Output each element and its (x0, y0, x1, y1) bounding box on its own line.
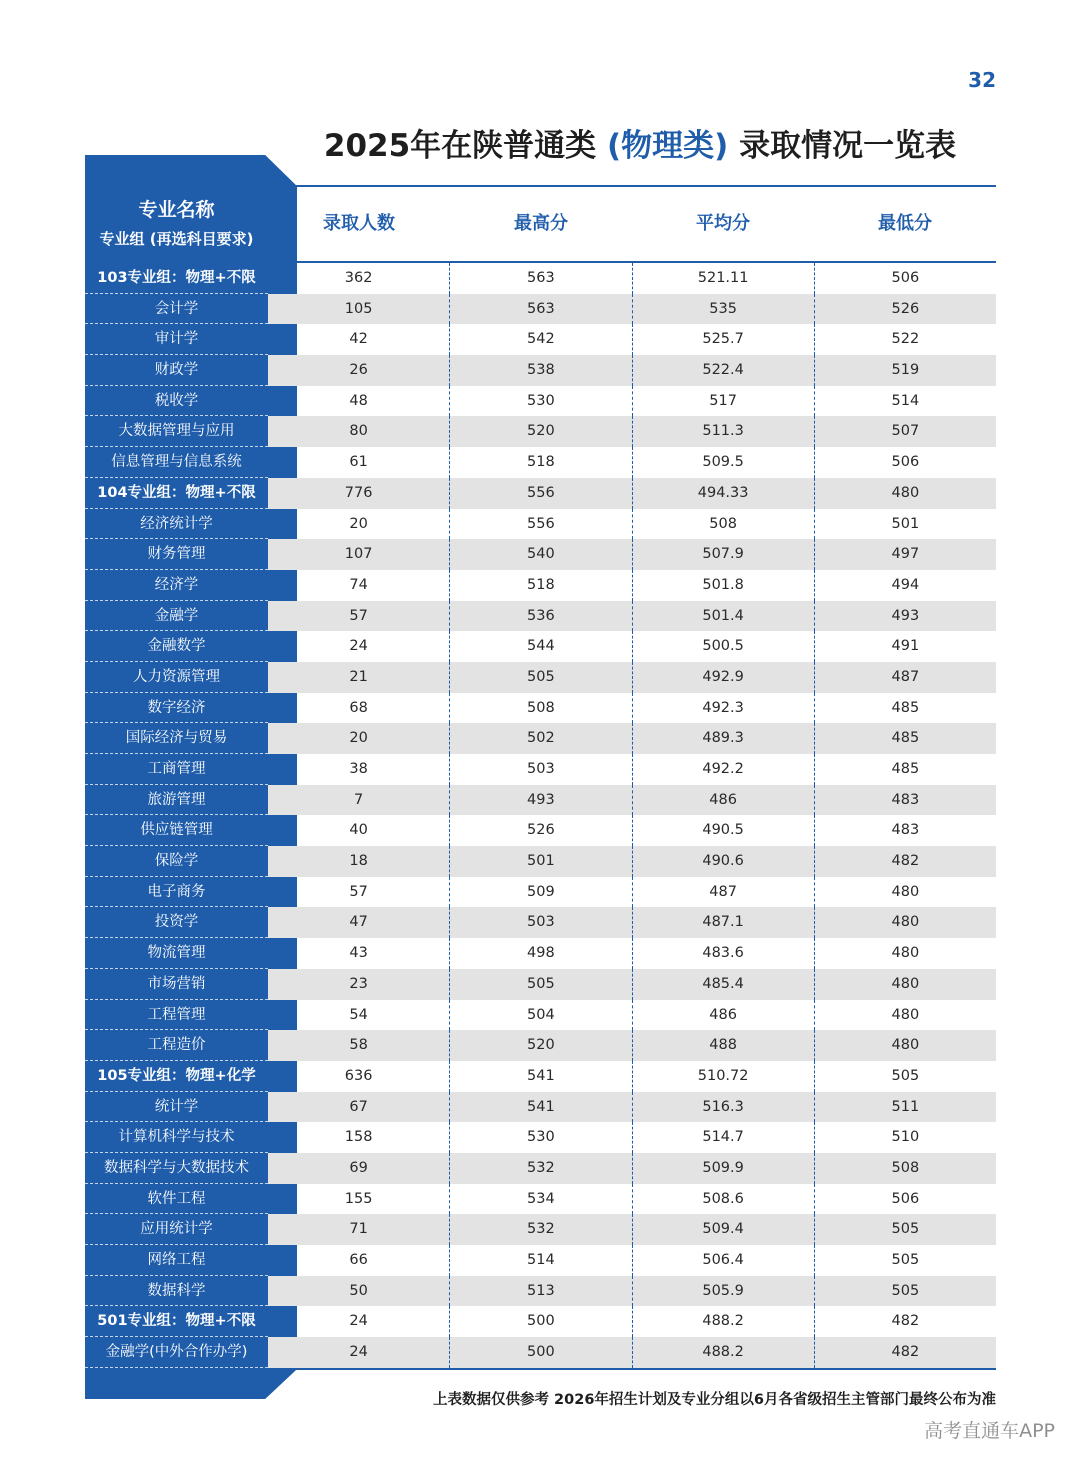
row-values (268, 294, 996, 325)
max-score-cell: 563 (450, 294, 632, 325)
row-values (268, 539, 996, 570)
group-row (85, 1306, 996, 1337)
major-name: 应用统计学 (85, 1214, 268, 1245)
admitted-count-cell: 26 (268, 355, 450, 386)
table-row (85, 938, 996, 969)
max-score-cell: 526 (450, 815, 632, 846)
admitted-count-cell: 42 (268, 324, 450, 355)
max-score-cell: 509 (450, 877, 632, 908)
avg-score-cell: 500.5 (633, 631, 815, 662)
avg-score-cell: 521.11 (633, 263, 815, 294)
avg-score-cell: 488.2 (633, 1306, 815, 1337)
max-score-cell: 518 (450, 447, 632, 478)
min-score-cell: 483 (891, 791, 920, 808)
max-score-cell: 536 (450, 601, 632, 632)
table-header (268, 187, 996, 261)
admitted-count-cell: 61 (268, 447, 450, 478)
max-score-cell: 544 (450, 631, 632, 662)
max-score-cell: 541 (450, 1061, 632, 1092)
table-row (85, 1153, 996, 1184)
admitted-count-cell: 50 (268, 1276, 450, 1307)
avg-score-cell: 508 (633, 509, 815, 540)
row-values (268, 907, 996, 938)
avg-score-cell: 516.3 (633, 1092, 815, 1123)
admitted-count-cell: 66 (268, 1245, 450, 1276)
min-score-cell: 497 (891, 546, 920, 563)
admitted-count-cell: 7 (268, 785, 450, 816)
min-score-cell: 480 (891, 1006, 920, 1023)
table-row (85, 294, 996, 325)
min-score-cell: 480 (891, 1037, 920, 1054)
max-score-cell: 505 (450, 969, 632, 1000)
major-name: 经济统计学 (85, 509, 268, 540)
major-name: 数字经济 (85, 693, 268, 724)
max-score-cell: 538 (450, 355, 632, 386)
min-score-cell: 482 (891, 1344, 920, 1361)
row-values (268, 785, 996, 816)
major-name: 物流管理 (85, 938, 268, 969)
avg-score-cell: 508.6 (633, 1184, 815, 1215)
avg-score-cell: 510.72 (633, 1061, 815, 1092)
min-score-cell: 487 (891, 668, 920, 685)
header-avg-score: 平均分 (696, 213, 750, 234)
admitted-count-cell: 69 (268, 1153, 450, 1184)
table-row (85, 846, 996, 877)
header-admitted: 录取人数 (323, 213, 395, 234)
admission-table (85, 263, 996, 1368)
admitted-count-cell: 107 (268, 539, 450, 570)
row-values (268, 723, 996, 754)
major-name: 经济学 (85, 570, 268, 601)
avg-score-cell: 494.33 (633, 478, 815, 509)
major-name: 供应链管理 (85, 815, 268, 846)
admitted-count-cell: 18 (268, 846, 450, 877)
footnote: 上表数据仅供参考 2026年招生计划及专业分组以6月各省级招生主管部门最终公布为准 (433, 1392, 996, 1408)
table-row (85, 1122, 996, 1153)
max-score-cell: 498 (450, 938, 632, 969)
max-score-cell: 502 (450, 723, 632, 754)
avg-score-cell: 501.8 (633, 570, 815, 601)
max-score-cell: 540 (450, 539, 632, 570)
row-values (268, 1184, 996, 1215)
table-row (85, 1245, 996, 1276)
table-row (85, 355, 996, 386)
max-score-cell: 556 (450, 478, 632, 509)
min-score-cell: 508 (891, 1159, 920, 1176)
row-values (268, 1122, 996, 1153)
avg-score-cell: 488.2 (633, 1337, 815, 1368)
row-values (268, 601, 996, 632)
avg-score-cell: 487.1 (633, 907, 815, 938)
max-score-cell: 505 (450, 662, 632, 693)
avg-score-cell: 509.4 (633, 1214, 815, 1245)
table-row (85, 386, 996, 417)
max-score-cell: 563 (450, 263, 632, 294)
avg-score-cell: 505.9 (633, 1276, 815, 1307)
major-name: 财务管理 (85, 539, 268, 570)
max-score-cell: 493 (450, 785, 632, 816)
table-row (85, 570, 996, 601)
table-row (85, 1214, 996, 1245)
table-row (85, 815, 996, 846)
min-score-cell: 526 (891, 300, 920, 317)
major-name: 税收学 (85, 386, 268, 417)
header-max-score: 最高分 (514, 213, 568, 234)
major-name: 工商管理 (85, 754, 268, 785)
major-name: 会计学 (85, 294, 268, 325)
max-score-cell: 541 (450, 1092, 632, 1123)
row-values (268, 938, 996, 969)
admitted-count-cell: 80 (268, 416, 450, 447)
max-score-cell: 500 (450, 1306, 632, 1337)
header-min-score: 最低分 (878, 213, 932, 234)
row-values (268, 1306, 996, 1337)
table-row (85, 877, 996, 908)
table-row (85, 907, 996, 938)
major-name: 金融学 (85, 601, 268, 632)
row-values (268, 570, 996, 601)
avg-score-cell: 522.4 (633, 355, 815, 386)
header-major-label: 专业名称 (138, 199, 215, 221)
major-name: 旅游管理 (85, 785, 268, 816)
admitted-count-cell: 20 (268, 509, 450, 540)
admitted-count-cell: 57 (268, 601, 450, 632)
admitted-count-cell: 57 (268, 877, 450, 908)
table-row (85, 601, 996, 632)
min-score-cell: 507 (891, 423, 920, 440)
major-name: 市场营销 (85, 969, 268, 1000)
title-tail: 录取情况一览表 (728, 128, 957, 164)
table-row (85, 723, 996, 754)
group-row (85, 478, 996, 509)
major-name: 网络工程 (85, 1245, 268, 1276)
table-row (85, 416, 996, 447)
admitted-count-cell: 21 (268, 662, 450, 693)
table-row (85, 1184, 996, 1215)
major-name: 投资学 (85, 907, 268, 938)
min-score-cell: 482 (891, 1313, 920, 1330)
min-score-cell: 506 (891, 454, 920, 471)
major-name: 保险学 (85, 846, 268, 877)
table-row (85, 1276, 996, 1307)
row-values (268, 478, 996, 509)
table-row (85, 754, 996, 785)
avg-score-cell: 492.9 (633, 662, 815, 693)
table-row (85, 969, 996, 1000)
avg-score-cell: 490.6 (633, 846, 815, 877)
min-score-cell: 494 (891, 576, 920, 593)
max-score-cell: 530 (450, 386, 632, 417)
table-row (85, 509, 996, 540)
major-name: 数据科学 (85, 1276, 268, 1307)
table-row (85, 1000, 996, 1031)
major-name: 计算机科学与技术 (85, 1122, 268, 1153)
admitted-count-cell: 67 (268, 1092, 450, 1123)
major-name: 金融数学 (85, 631, 268, 662)
group-name: 501专业组：物理+不限 (85, 1306, 268, 1337)
row-values (268, 1276, 996, 1307)
avg-score-cell: 525.7 (633, 324, 815, 355)
min-score-cell: 485 (891, 730, 920, 747)
group-name: 103专业组：物理+不限 (85, 263, 268, 294)
avg-score-cell: 501.4 (633, 601, 815, 632)
table-row (85, 662, 996, 693)
min-score-cell: 480 (891, 484, 920, 501)
max-score-cell: 501 (450, 846, 632, 877)
major-name: 人力资源管理 (85, 662, 268, 693)
max-score-cell: 520 (450, 1030, 632, 1061)
group-name: 104专业组：物理+不限 (85, 478, 268, 509)
table-row (85, 324, 996, 355)
major-name: 国际经济与贸易 (85, 723, 268, 754)
avg-score-cell: 535 (633, 294, 815, 325)
row-values (268, 693, 996, 724)
row-values (268, 386, 996, 417)
row-values (268, 877, 996, 908)
row-values (268, 1337, 996, 1368)
table-row (85, 447, 996, 478)
title-main: 2025年在陕普通类 (323, 128, 607, 164)
row-values (268, 969, 996, 1000)
major-name: 统计学 (85, 1092, 268, 1123)
group-name: 105专业组：物理+化学 (85, 1061, 268, 1092)
table-row (85, 1030, 996, 1061)
min-score-cell: 511 (891, 1098, 920, 1115)
row-values (268, 1245, 996, 1276)
row-values (268, 662, 996, 693)
avg-score-cell: 485.4 (633, 969, 815, 1000)
admitted-count-cell: 362 (268, 263, 450, 294)
max-score-cell: 503 (450, 907, 632, 938)
min-score-cell: 506 (891, 1190, 920, 1207)
row-values (268, 509, 996, 540)
min-score-cell: 480 (891, 975, 920, 992)
admitted-count-cell: 776 (268, 478, 450, 509)
min-score-cell: 514 (891, 392, 920, 409)
table-row (85, 1337, 996, 1368)
admitted-count-cell: 105 (268, 294, 450, 325)
admitted-count-cell: 48 (268, 386, 450, 417)
max-score-cell: 518 (450, 570, 632, 601)
admitted-count-cell: 74 (268, 570, 450, 601)
row-values (268, 263, 996, 294)
min-score-cell: 506 (891, 270, 920, 286)
min-score-cell: 505 (891, 1252, 920, 1268)
admitted-count-cell: 38 (268, 754, 450, 785)
group-row (85, 1061, 996, 1092)
row-values (268, 1061, 996, 1092)
row-values (268, 631, 996, 662)
header-group-label: 专业组 (再选科目要求) (99, 230, 254, 248)
row-values (268, 447, 996, 478)
major-name: 数据科学与大数据技术 (85, 1153, 268, 1184)
row-values (268, 754, 996, 785)
watermark: 高考直通车APP (924, 1420, 1055, 1442)
table-row (85, 539, 996, 570)
row-values (268, 355, 996, 386)
min-score-cell: 522 (891, 331, 920, 348)
min-score-cell: 505 (891, 1282, 920, 1299)
admitted-count-cell: 43 (268, 938, 450, 969)
avg-score-cell: 511.3 (633, 416, 815, 447)
admitted-count-cell: 58 (268, 1030, 450, 1061)
max-score-cell: 503 (450, 754, 632, 785)
row-values (268, 1214, 996, 1245)
table-row (85, 631, 996, 662)
row-values (268, 324, 996, 355)
avg-score-cell: 492.2 (633, 754, 815, 785)
max-score-cell: 520 (450, 416, 632, 447)
title-highlight: (物理类) (606, 128, 729, 164)
avg-score-cell: 506.4 (633, 1245, 815, 1276)
row-values (268, 815, 996, 846)
max-score-cell: 500 (450, 1337, 632, 1368)
avg-score-cell: 507.9 (633, 539, 815, 570)
min-score-cell: 505 (891, 1221, 920, 1238)
admitted-count-cell: 68 (268, 693, 450, 724)
avg-score-cell: 486 (633, 1000, 815, 1031)
major-name: 审计学 (85, 324, 268, 355)
row-values (268, 416, 996, 447)
max-score-cell: 513 (450, 1276, 632, 1307)
table-row (85, 785, 996, 816)
major-name: 财政学 (85, 355, 268, 386)
max-score-cell: 532 (450, 1153, 632, 1184)
admitted-count-cell: 24 (268, 1337, 450, 1368)
max-score-cell: 542 (450, 324, 632, 355)
admitted-count-cell: 24 (268, 631, 450, 662)
admitted-count-cell: 47 (268, 907, 450, 938)
max-score-cell: 534 (450, 1184, 632, 1215)
min-score-cell: 491 (891, 638, 920, 655)
major-name: 工程管理 (85, 1000, 268, 1031)
avg-score-cell: 489.3 (633, 723, 815, 754)
min-score-cell: 485 (891, 699, 920, 716)
admitted-count-cell: 155 (268, 1184, 450, 1215)
min-score-cell: 485 (891, 761, 920, 777)
table-row (85, 1092, 996, 1123)
min-score-cell: 519 (891, 362, 920, 379)
max-score-cell: 504 (450, 1000, 632, 1031)
avg-score-cell: 517 (633, 386, 815, 417)
major-name: 电子商务 (85, 877, 268, 908)
max-score-cell: 514 (450, 1245, 632, 1276)
admitted-count-cell: 54 (268, 1000, 450, 1031)
min-score-cell: 480 (891, 914, 920, 931)
row-values (268, 1030, 996, 1061)
admitted-count-cell: 23 (268, 969, 450, 1000)
admitted-count-cell: 71 (268, 1214, 450, 1245)
major-name: 工程造价 (85, 1030, 268, 1061)
min-score-cell: 483 (891, 822, 920, 839)
avg-score-cell: 509.9 (633, 1153, 815, 1184)
row-values (268, 1092, 996, 1123)
avg-score-cell: 488 (633, 1030, 815, 1061)
min-score-cell: 510 (891, 1129, 920, 1146)
admitted-count-cell: 24 (268, 1306, 450, 1337)
avg-score-cell: 514.7 (633, 1122, 815, 1153)
admitted-count-cell: 40 (268, 815, 450, 846)
major-name: 软件工程 (85, 1184, 268, 1215)
min-score-cell: 480 (891, 883, 920, 900)
admitted-count-cell: 158 (268, 1122, 450, 1153)
min-score-cell: 482 (891, 853, 920, 870)
page-title (290, 120, 990, 165)
min-score-cell: 501 (891, 515, 920, 532)
page-number: 32 (968, 68, 996, 92)
major-name: 金融学(中外合作办学) (85, 1337, 268, 1368)
admitted-count-cell: 636 (268, 1061, 450, 1092)
row-values (268, 846, 996, 877)
avg-score-cell: 483.6 (633, 938, 815, 969)
avg-score-cell: 486 (633, 785, 815, 816)
header-major-name (85, 187, 268, 261)
table-bottom-rule (268, 1368, 996, 1370)
min-score-cell: 480 (891, 945, 920, 962)
major-name: 大数据管理与应用 (85, 416, 268, 447)
group-row (85, 263, 996, 294)
max-score-cell: 532 (450, 1214, 632, 1245)
avg-score-cell: 487 (633, 877, 815, 908)
admitted-count-cell: 20 (268, 723, 450, 754)
max-score-cell: 508 (450, 693, 632, 724)
avg-score-cell: 492.3 (633, 693, 815, 724)
major-name: 信息管理与信息系统 (85, 447, 268, 478)
row-values (268, 1153, 996, 1184)
min-score-cell: 493 (891, 607, 920, 624)
table-row (85, 693, 996, 724)
min-score-cell: 505 (891, 1067, 920, 1084)
row-values (268, 1000, 996, 1031)
avg-score-cell: 490.5 (633, 815, 815, 846)
max-score-cell: 530 (450, 1122, 632, 1153)
max-score-cell: 556 (450, 509, 632, 540)
avg-score-cell: 509.5 (633, 447, 815, 478)
